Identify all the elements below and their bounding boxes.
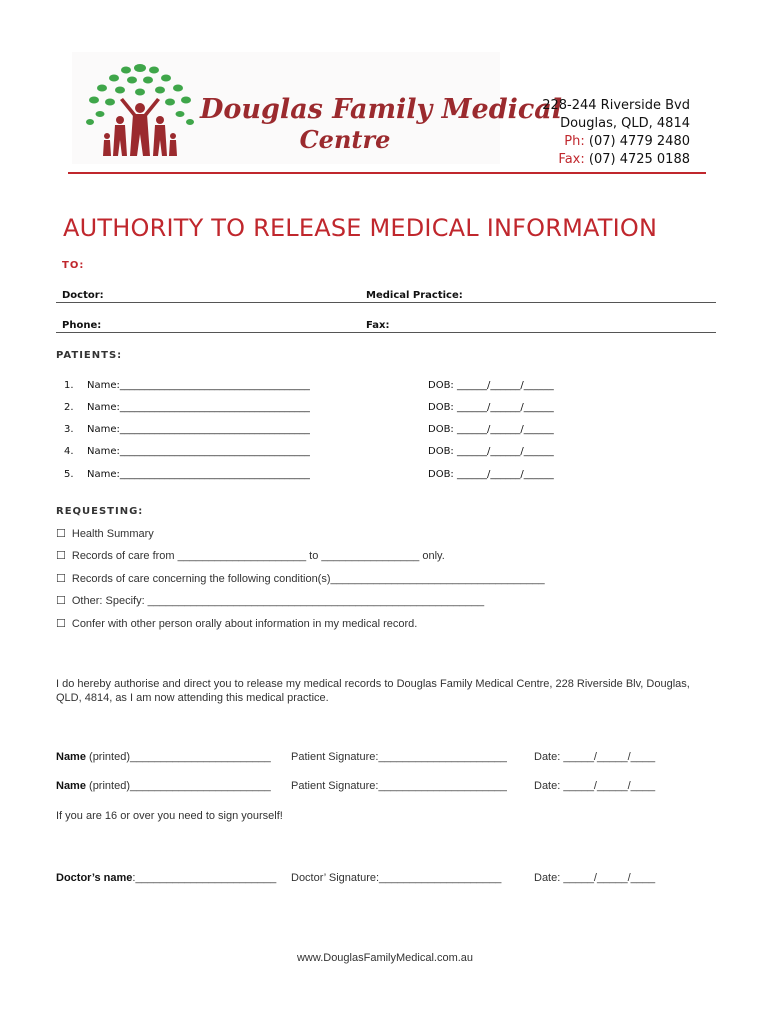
phone-label-field: Phone: — [62, 320, 102, 331]
request-other[interactable] — [56, 594, 484, 607]
patient-name-field[interactable]: Name:______________________________________ — [87, 469, 310, 480]
patient-name-field[interactable]: Name:______________________________________ — [87, 446, 310, 457]
fax-label: Fax: — [558, 152, 585, 167]
patient-row[interactable] — [64, 424, 604, 440]
doctor-label: Doctor: — [62, 290, 104, 301]
patient-number: 2. — [64, 402, 74, 413]
checkbox-icon[interactable]: ☐ — [56, 594, 66, 607]
patient-row[interactable] — [64, 402, 604, 418]
phone-number: (07) 4779 2480 — [588, 134, 690, 149]
age-note: If you are 16 or over you need to sign yourself! — [56, 810, 283, 822]
patient-row[interactable] — [64, 380, 604, 396]
doctor-signature-field[interactable]: Doctor’ Signature:____________________ — [291, 872, 502, 884]
request-label: Confer with other person orally about information in my medical record. — [71, 618, 418, 630]
patient-name-field[interactable]: Name:______________________________________ — [87, 424, 310, 435]
request-confer[interactable] — [56, 617, 417, 630]
patients-label: PATIENTS: — [56, 350, 123, 361]
checkbox-icon[interactable]: ☐ — [56, 527, 66, 540]
name-label: Name — [56, 780, 86, 792]
address-street: 228-244 Riverside Bvd — [542, 98, 690, 113]
patient-number: 3. — [64, 424, 74, 435]
logo-line-1: Douglas Family Medical — [200, 94, 563, 125]
request-health-summary[interactable] — [56, 527, 154, 540]
checkbox-icon[interactable]: ☐ — [56, 549, 66, 562]
patient-row[interactable] — [64, 469, 604, 485]
address-fax — [490, 151, 690, 169]
practice-address — [490, 97, 690, 169]
fax-label-field: Fax: — [366, 320, 390, 331]
patient-number: 4. — [64, 446, 74, 457]
phone-fax-line[interactable] — [56, 332, 716, 333]
authorisation-statement: I do hereby authorise and direct you to release my medical records to Douglas Family Medical Centre, 228 Riverside Blv, Douglas, QLD, 4814, as I am now attending this medical practice. — [56, 678, 690, 704]
checkbox-icon[interactable]: ☐ — [56, 572, 66, 585]
patient-dob-field[interactable]: DOB: ______/______/______ — [428, 446, 554, 457]
website-footer[interactable]: www.DouglasFamilyMedical.com.au — [296, 952, 474, 964]
doctor-name-blank[interactable]: :_______________________ — [132, 872, 277, 884]
patient-number: 5. — [64, 469, 74, 480]
family-tree-logo-icon — [80, 56, 200, 160]
to-label: TO: — [62, 260, 85, 271]
patient-signature-field[interactable]: Patient Signature:_____________________ — [291, 780, 507, 792]
date-field[interactable]: Date: _____/_____/____ — [534, 780, 656, 792]
address-city: Douglas, QLD, 4814 — [560, 116, 690, 131]
patient-dob-field[interactable]: DOB: ______/______/______ — [428, 469, 554, 480]
patient-signature-field[interactable]: Patient Signature:_____________________ — [291, 751, 507, 763]
patient-dob-field[interactable]: DOB: ______/______/______ — [428, 402, 554, 413]
form-title: AUTHORITY TO RELEASE MEDICAL INFORMATION — [63, 214, 658, 242]
request-conditions[interactable] — [56, 572, 545, 585]
patient-dob-field[interactable]: DOB: ______/______/______ — [428, 424, 554, 435]
checkbox-icon[interactable]: ☐ — [56, 617, 66, 630]
doctor-name-label: Doctor’s name — [56, 872, 133, 884]
name-label: Name — [56, 751, 86, 763]
patient-name-field[interactable]: Name:______________________________________ — [87, 380, 310, 391]
name-blank[interactable]: (printed)_______________________ — [85, 780, 271, 792]
doctor-practice-line[interactable] — [56, 302, 716, 303]
phone-label: Ph: — [564, 134, 585, 149]
logo-line-2: Centre — [299, 125, 391, 154]
header-divider — [68, 172, 706, 174]
doctor-date-field[interactable]: Date: _____/_____/____ — [534, 872, 656, 884]
patient-number: 1. — [64, 380, 74, 391]
request-label: Other: Specify: _______________________________________________________ — [71, 595, 485, 607]
printed-name-field[interactable] — [56, 751, 271, 763]
doctor-name-field[interactable] — [56, 872, 276, 884]
date-field[interactable]: Date: _____/_____/____ — [534, 751, 656, 763]
request-label: Health Summary — [71, 528, 154, 540]
request-label: Records of care concerning the following condition(s)___________________________________ — [71, 573, 545, 585]
logo-wordmark — [200, 94, 563, 155]
patient-row[interactable] — [64, 446, 604, 462]
name-blank[interactable]: (printed)_______________________ — [85, 751, 271, 763]
address-phone — [490, 133, 690, 151]
medical-practice-label: Medical Practice: — [366, 290, 463, 301]
requesting-label: REQUESTING: — [56, 506, 144, 517]
printed-name-field[interactable] — [56, 780, 271, 792]
request-records-of-care[interactable] — [56, 549, 445, 562]
patient-dob-field[interactable]: DOB: ______/______/______ — [428, 380, 554, 391]
fax-number: (07) 4725 0188 — [588, 152, 690, 167]
request-label: Records of care from _____________________ to ________________ only. — [71, 550, 445, 562]
patient-name-field[interactable]: Name:______________________________________ — [87, 402, 310, 413]
